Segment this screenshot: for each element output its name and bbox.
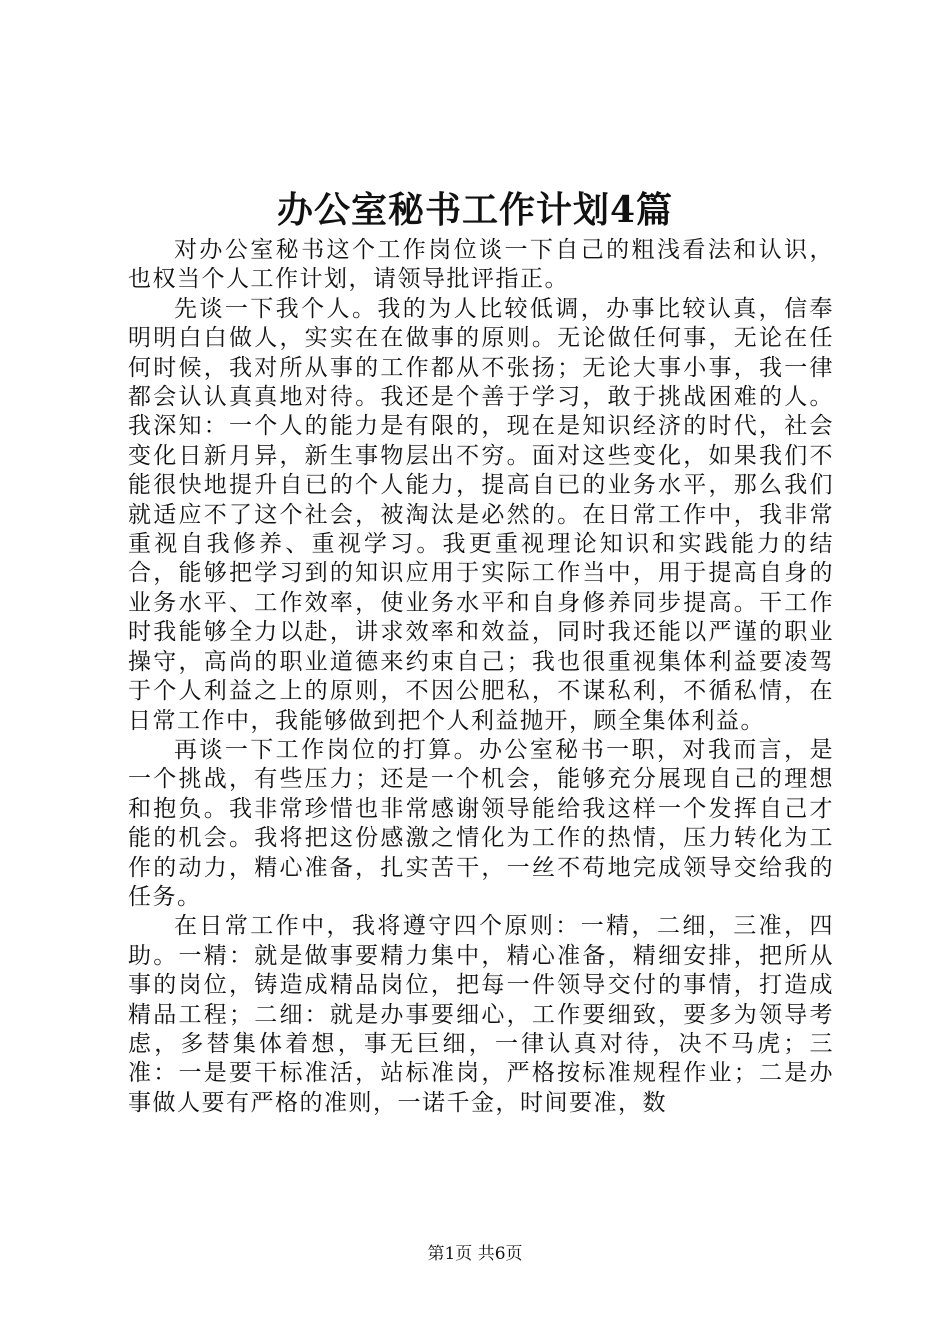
paragraph-job-plan: 再谈一下工作岗位的打算。办公室秘书一职，对我而言，是一个挑战，有些压力；还是一个机会，能够充分展现自己的理想和抱负。我非常珍惜也非常感谢领导能给我这样一个发挥自己才能的机会。我将把这份感激之情化为工作的热情，压力转化为工作的动力，精心准备，扎实苦干，一丝不苟地完成领导交给我的任务。 [128, 736, 834, 910]
document-title: 办公室秘书工作计划4篇 [276, 189, 674, 231]
document-body [128, 236, 834, 1118]
page-footer: 第1页 共6页 [427, 1244, 523, 1264]
paragraph-intro: 对办公室秘书这个工作岗位谈一下自己的粗浅看法和认识，也权当个人工作计划，请领导批评指正。 [128, 237, 834, 293]
paragraph-principles: 在日常工作中，我将遵守四个原则：一精，二细，三准，四助。一精：就是做事要精力集中，精心准备，精细安排，把所从事的岗位，铸造成精品岗位，把每一件领导交付的事情，打造成精品工程；二细：就是办事要细心，工作要细致，要多为领导考虑，多替集体着想，事无巨细，一律认真对待，决不马虎；三准：一是要干标准活，站标准岗，严格按标准规程作业；二是办事做人要有严格的准则，一诺千金，时间要准，数 [128, 913, 834, 1116]
paragraph-personal: 先谈一下我个人。我的为人比较低调，办事比较认真，信奉明明白白做人，实实在在做事的原则。无论做任何事，无论在任何时候，我对所从事的工作都从不张扬；无论大事小事，我一律都会认认真真地对待。我还是个善于学习，敢于挑战困难的人。我深知：一个人的能力是有限的，现在是知识经济的时代，社会变化日新月异，新生事物层出不穷。面对这些变化，如果我们不能很快地提升自已的个人能力，提高自已的业务水平，那么我们就适应不了这个社会，被淘汰是必然的。在日常工作中，我非常重视自我修养、重视学习。我更重视理论知识和实践能力的结合，能够把学习到的知识应用于实际工作当中，用于提高自身的业务水平、工作效率，使业务水平和自身修养同步提高。干工作时我能够全力以赴，讲求效率和效益，同时我还能以严谨的职业操守，高尚的职业道德来约束自己；我也很重视集体利益要凌驾于个人利益之上的原则，不因公肥私，不谋私利，不循私情，在日常工作中，我能够做到把个人利益抛开，顾全集体利益。 [128, 295, 834, 734]
